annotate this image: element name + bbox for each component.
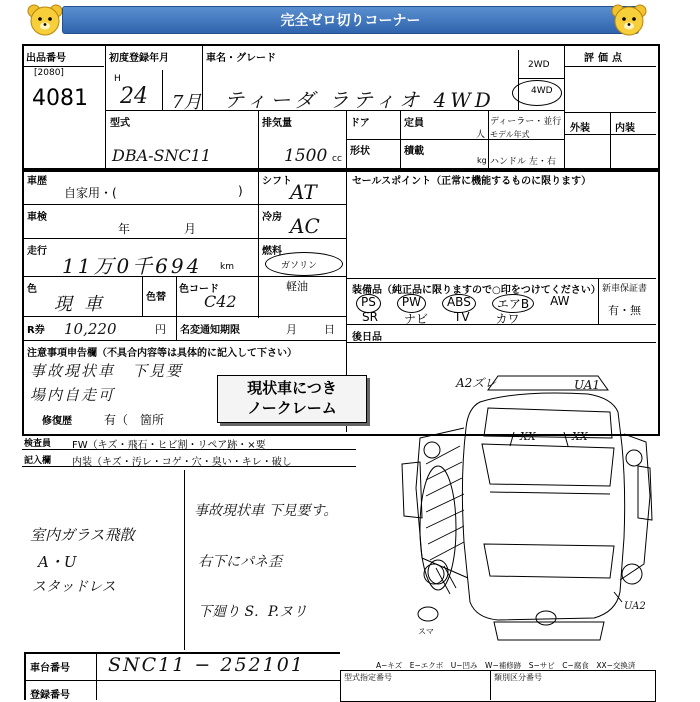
first-registration-year: 24 bbox=[120, 84, 148, 109]
fuel-label: 燃料 bbox=[262, 246, 282, 257]
body-shape-label: 形状 bbox=[350, 146, 370, 157]
equipment-label: 装備品（純正品に限りますので○印をつけてください） bbox=[352, 285, 601, 296]
as-is-no-claim-stamp bbox=[217, 375, 367, 423]
damage-label-a2-top: A2ズレ bbox=[456, 376, 497, 390]
remarks-right-line-2: 右下にパネ歪 bbox=[198, 554, 282, 570]
name-change-day-unit: 日 bbox=[324, 323, 335, 336]
color-label: 色 bbox=[27, 284, 37, 295]
stamp-line-1: 現状車につき bbox=[247, 379, 337, 397]
color-code-label: 色コード bbox=[179, 284, 219, 295]
equipment-ps: PS bbox=[356, 294, 381, 313]
lot-number: 4081 bbox=[32, 86, 88, 111]
damage-legend: A−キズ E−エクボ U−凹み W−補修跡 S−サビ C−腐食 XX−交換済 bbox=[376, 661, 636, 670]
equipment-leather: カワ bbox=[495, 312, 520, 326]
exterior-grade-label: 外装 bbox=[570, 123, 590, 134]
car-name-label: 車名・グレード bbox=[206, 53, 276, 64]
class-number-label: 類別区分番号 bbox=[494, 673, 542, 682]
recycle-fee-label: R券 bbox=[27, 325, 45, 336]
drive-4wd-option: 4WD bbox=[531, 86, 553, 96]
stamp-line-2: ノークレーム bbox=[247, 399, 337, 417]
model-year-label: モデル年式 bbox=[490, 130, 530, 139]
shift-label: シフト bbox=[262, 176, 292, 187]
page-banner bbox=[62, 6, 639, 34]
remarks-right-line-1: 事故現状車 下見要す。 bbox=[194, 503, 338, 519]
color-change-label: 色替 bbox=[146, 292, 166, 303]
inspection-month-unit: 月 bbox=[184, 222, 197, 236]
inspector-windshield-row: FW（キズ・飛石・ヒビ割・リペア跡・×要 bbox=[72, 440, 266, 451]
first-registration-month: 7月 bbox=[172, 92, 202, 113]
car-damage-diagram bbox=[398, 368, 656, 648]
model-code-value: DBA-SNC11 bbox=[112, 146, 212, 165]
mileage-value: 11万0千694 bbox=[62, 254, 203, 278]
vehicle-history-label: 車歴 bbox=[27, 176, 47, 187]
air-conditioning-value: AC bbox=[290, 214, 320, 238]
capacity-unit: 人 bbox=[476, 130, 486, 140]
recycle-fee-value: 10,220 bbox=[64, 320, 117, 338]
interior-grade-label: 内装 bbox=[615, 123, 635, 134]
displacement-value: 1500 bbox=[284, 146, 328, 166]
damage-label-ua1: UA1 bbox=[574, 378, 601, 392]
remarks-right-line-3: 下廻り S．P.ヌリ bbox=[198, 604, 308, 620]
displacement-label: 排気量 bbox=[262, 118, 292, 129]
notes-line-1: 事故現状車 下見要 bbox=[30, 362, 184, 380]
inspection-year-unit: 年 bbox=[118, 222, 131, 236]
capacity-label: 定員 bbox=[404, 118, 424, 129]
vehicle-history-value: 自家用・( bbox=[64, 186, 117, 200]
inspection-label: 車検 bbox=[27, 212, 47, 223]
inspector-label-1: 検査員 bbox=[24, 439, 52, 449]
fuel-diesel-option: 軽油 bbox=[286, 280, 308, 293]
name-change-deadline-label: 名変通知期限 bbox=[180, 325, 240, 336]
displacement-unit: cc bbox=[332, 154, 342, 164]
equipment-airbag: エアB bbox=[492, 294, 534, 313]
repair-history-label: 修復歴 bbox=[42, 416, 72, 427]
equipment-pw: PW bbox=[397, 294, 426, 313]
chassis-number-value: SNC11 − 252101 bbox=[108, 654, 305, 676]
vehicle-history-close: ) bbox=[238, 184, 243, 198]
banner-title: 完全ゼロ切りコーナー bbox=[280, 13, 421, 29]
retrofit-items-label: 後日品 bbox=[352, 332, 382, 343]
mileage-unit: km bbox=[220, 262, 234, 272]
color-code-value: C42 bbox=[204, 292, 237, 311]
fuel-gasoline-option: ガソリン bbox=[281, 261, 318, 271]
lot-number-label: 出品番号 bbox=[26, 53, 66, 64]
recycle-fee-unit: 円 bbox=[155, 323, 166, 336]
remarks-left-line-1: 室内ガラス飛散 bbox=[30, 526, 135, 544]
first-registration-era: H bbox=[114, 74, 121, 84]
repair-history-value: 有（ 箇所 bbox=[104, 413, 165, 427]
load-capacity-label: 積載 bbox=[404, 146, 424, 157]
damage-label-xx-left: XX bbox=[520, 430, 536, 443]
equipment-row-2 bbox=[362, 310, 592, 327]
notes-line-2: 場内自走可 bbox=[30, 386, 116, 404]
evaluation-score-label: 評価点 bbox=[584, 53, 626, 64]
chassis-number-label: 車台番号 bbox=[30, 663, 70, 674]
equipment-abs: ABS bbox=[442, 294, 476, 313]
air-conditioning-label: 冷房 bbox=[262, 212, 282, 223]
inspector-interior-row: 内装（キズ・汚レ・コゲ・穴・臭い・キレ・破し bbox=[72, 457, 292, 468]
type-designation-label: 型式指定番号 bbox=[344, 673, 392, 682]
dealer-label: ディーラー・並行 bbox=[490, 117, 562, 127]
damage-label-ua2: UA2 bbox=[624, 601, 646, 612]
mileage-label: 走行 bbox=[27, 246, 47, 257]
first-registration-label: 初度登録年月 bbox=[109, 53, 169, 64]
mascot-bear-icon bbox=[26, 3, 64, 37]
lot-sub-number: [2080] bbox=[34, 68, 64, 78]
mascot-bear-icon bbox=[610, 3, 648, 37]
equipment-aw: AW bbox=[550, 294, 570, 308]
damage-label-suma: スマ bbox=[418, 627, 434, 636]
new-car-warranty-value: 有・無 bbox=[608, 304, 641, 317]
remarks-left-line-2: A・U bbox=[38, 553, 77, 571]
equipment-sr: SR bbox=[362, 310, 378, 324]
registration-number-label: 登録番号 bbox=[30, 690, 70, 701]
drive-2wd-option: 2WD bbox=[528, 60, 550, 70]
model-code-label: 型式 bbox=[110, 118, 130, 129]
new-car-warranty-label: 新車保証書 bbox=[602, 284, 648, 294]
damage-label-xx-right: XX bbox=[572, 430, 588, 443]
name-change-month-unit: 月 bbox=[286, 323, 297, 336]
color-value: 現車 bbox=[54, 294, 114, 315]
inspector-label-2: 記入欄 bbox=[24, 456, 52, 466]
equipment-tv: TV bbox=[453, 310, 470, 324]
handle-side-label: ハンドル 左・右 bbox=[490, 157, 556, 167]
door-label: ドア bbox=[350, 118, 370, 129]
sales-point-label: セールスポイント（正常に機能するものに限ります） bbox=[352, 176, 592, 187]
equipment-navi: ナビ bbox=[403, 312, 428, 326]
shift-value: AT bbox=[290, 180, 317, 204]
load-capacity-unit: kg bbox=[477, 156, 487, 165]
drive-4wd-circle bbox=[512, 80, 562, 106]
remarks-left-line-3: スタッドレス bbox=[32, 579, 116, 595]
notes-label: 注意事項申告欄（不具合内容等は具体的に記入して下さい） bbox=[27, 348, 297, 359]
car-name-value: ティーダ ラティオ 4WD bbox=[224, 88, 495, 112]
